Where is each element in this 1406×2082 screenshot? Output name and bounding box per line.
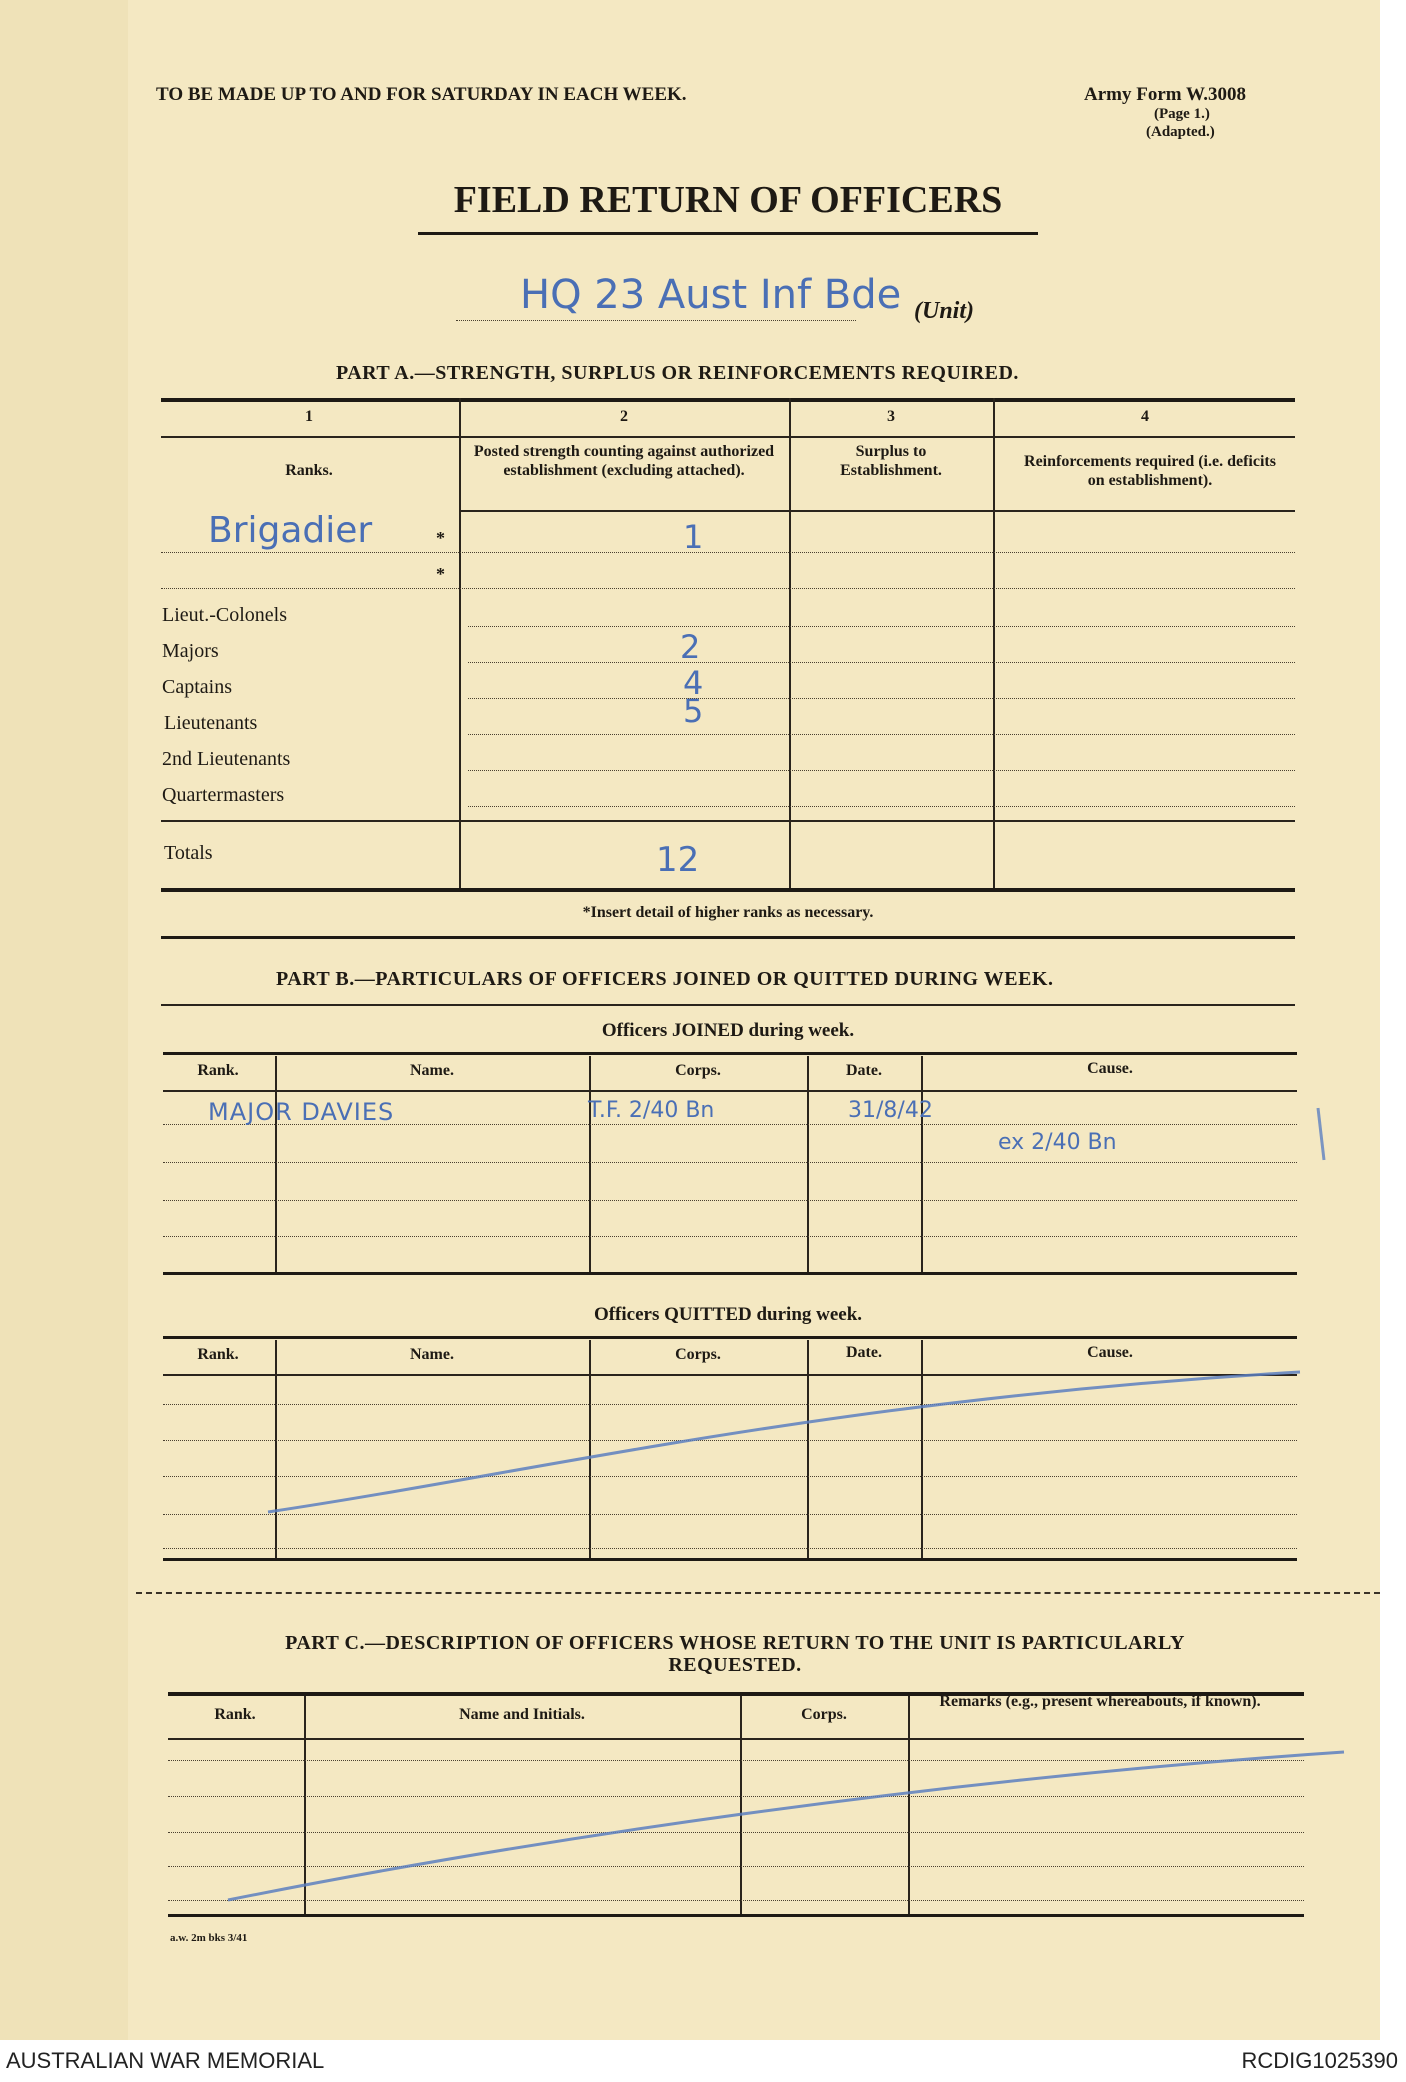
form-title: FIELD RETURN OF OFFICERS: [453, 179, 1003, 221]
form-adapted: (Adapted.): [1146, 124, 1215, 140]
totals-label: Totals: [164, 842, 213, 864]
strength-value: 4: [683, 664, 704, 702]
rank-label: 2nd Lieutenants: [162, 748, 291, 770]
joined-cause-bracket: [1318, 1108, 1324, 1160]
unit-value: HQ 23 Aust Inf Bde: [520, 272, 902, 318]
rank-label: Captains: [162, 676, 232, 698]
part-c-col-rank: Rank.: [214, 1706, 256, 1723]
part-b-heading: PART B.—PARTICULARS OF OFFICERS JOINED OR QUITTED DURING WEEK.: [276, 968, 1054, 990]
quitted-cancel-stroke: [268, 1372, 1300, 1512]
strength-value: 2: [680, 628, 701, 666]
col-number-2: 2: [620, 408, 628, 425]
paper-left-edge: [0, 0, 128, 2040]
strength-value: 1: [683, 518, 704, 556]
quitted-title: Officers QUITTED during week.: [593, 1304, 863, 1325]
joined-col-name: Name.: [410, 1062, 454, 1079]
quitted-col-corps: Corps.: [675, 1346, 721, 1363]
part-a-heading: PART A.—STRENGTH, SURPLUS OR REINFORCEMENTS REQUIRED.: [336, 362, 1019, 384]
part-c-col-name: Name and Initials.: [459, 1706, 585, 1723]
joined-col-corps: Corps.: [675, 1062, 721, 1079]
joined-date: 31/8/42: [848, 1098, 933, 1123]
rank-label: Quartermasters: [162, 784, 285, 806]
part-c-heading-line1: PART C.—DESCRIPTION OF OFFICERS WHOSE RETURN TO THE UNIT IS PARTICULARLY: [285, 1632, 1185, 1654]
part-c-col-corps: Corps.: [801, 1706, 847, 1723]
header-instruction: TO BE MADE UP TO AND FOR SATURDAY IN EACH WEEK.: [156, 84, 687, 105]
totals-value: 12: [656, 840, 700, 880]
quitted-col-cause: Cause.: [1087, 1344, 1133, 1361]
col-header-ranks: Ranks.: [285, 462, 333, 479]
strength-value: 5: [683, 692, 704, 730]
joined-cause-line2: ex 2/40 Bn: [998, 1130, 1117, 1155]
part-c-col-remarks: Remarks (e.g., present whereabouts, if known).: [939, 1693, 1261, 1710]
part-c-heading-line2: REQUESTED.: [668, 1654, 802, 1676]
form-sheet: [128, 0, 1380, 2040]
col-number-4: 4: [1141, 408, 1149, 425]
joined-col-cause: Cause.: [1087, 1060, 1133, 1077]
print-code: a.w. 2m bks 3/41: [170, 1932, 248, 1944]
archive-footer: [0, 2040, 1406, 2082]
col-header-surplus: Surplus to Establishment.: [840, 443, 942, 479]
rank-asterisk: *: [436, 564, 445, 584]
rank-label: Lieut.-Colonels: [162, 604, 287, 626]
col-number-1: 1: [305, 408, 313, 425]
joined-col-rank: Rank.: [197, 1062, 239, 1079]
footer-institution: AUSTRALIAN WAR MEMORIAL: [6, 2048, 325, 2073]
handwritten-strokes: [128, 0, 1380, 2040]
quitted-col-name: Name.: [410, 1346, 454, 1363]
form-page: (Page 1.): [1154, 106, 1210, 122]
footer-identifier: RCDIG1025390: [1241, 2048, 1398, 2073]
part-a-footnote: *Insert detail of higher ranks as necessary.: [582, 904, 874, 921]
rank-asterisk: *: [436, 528, 445, 548]
part-c-cancel-stroke: [228, 1752, 1344, 1900]
rank-value: Brigadier: [208, 510, 373, 551]
joined-rank-name: MAJOR DAVIES: [208, 1098, 395, 1126]
col-header-reinforcements: Reinforcements required (i.e. deficits on establishment).: [1024, 453, 1276, 489]
joined-title: Officers JOINED during week.: [601, 1020, 855, 1041]
col-number-3: 3: [887, 408, 895, 425]
joined-col-date: Date.: [846, 1062, 882, 1079]
rank-label: Lieutenants: [164, 712, 258, 734]
quitted-col-date: Date.: [846, 1344, 882, 1361]
unit-label: (Unit): [914, 298, 974, 324]
quitted-col-rank: Rank.: [197, 1346, 239, 1363]
col-header-posted: Posted strength counting against authorized establishment (excluding attached).: [473, 443, 775, 479]
rank-label: Majors: [162, 640, 219, 662]
form-number: Army Form W.3008: [1084, 84, 1247, 105]
joined-corps: T.F. 2/40 Bn: [588, 1098, 715, 1123]
